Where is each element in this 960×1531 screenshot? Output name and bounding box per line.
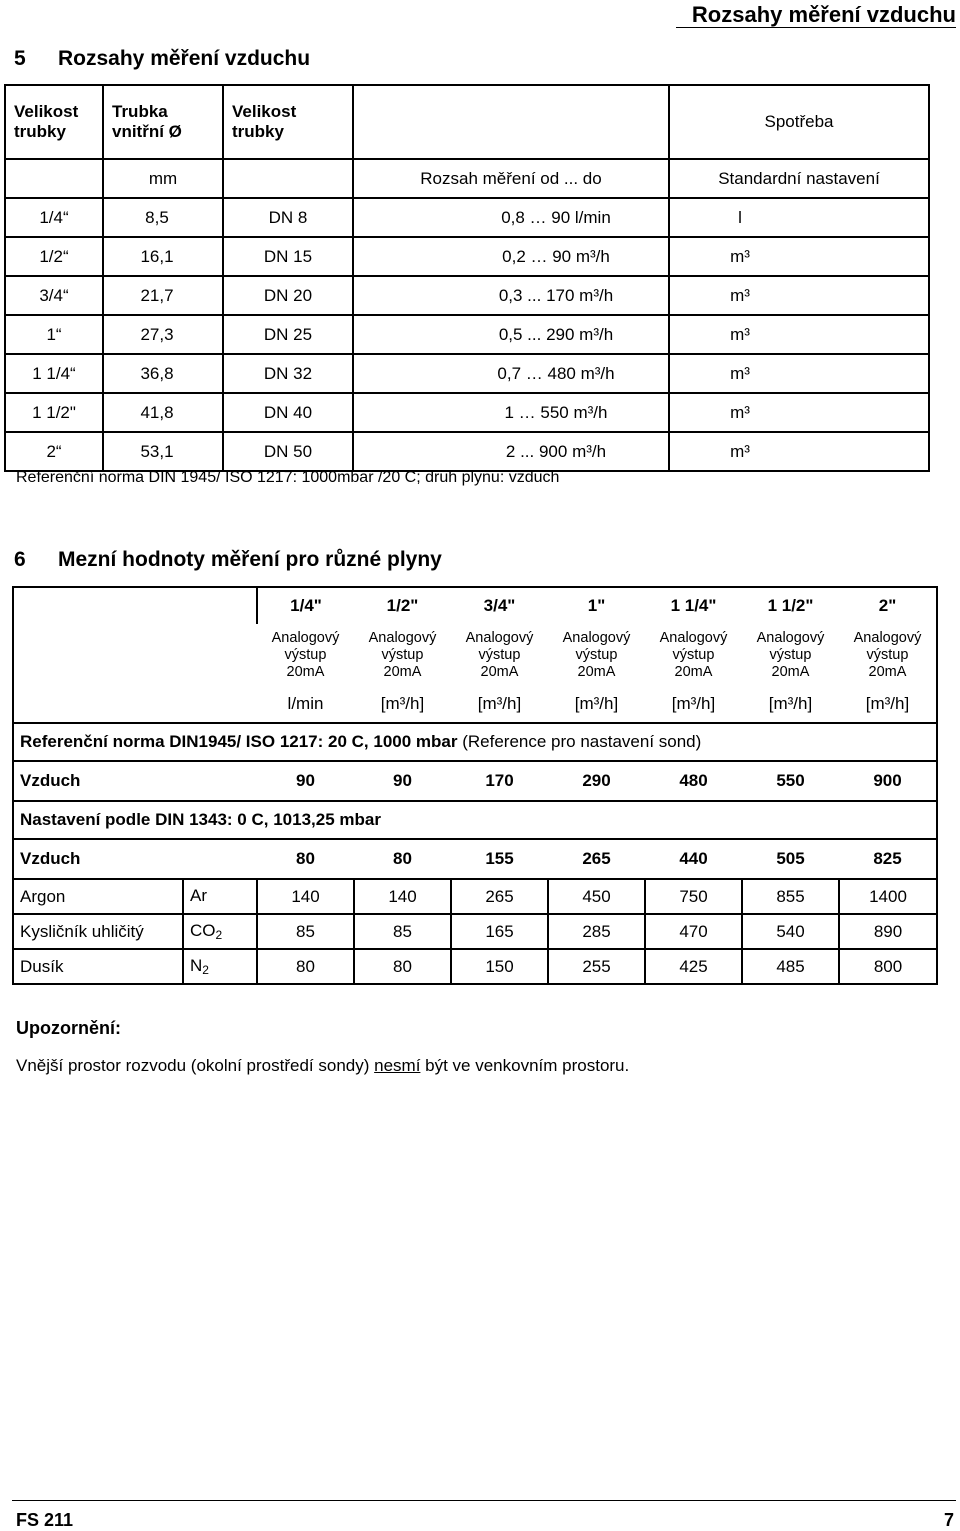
cell: 53,1 — [103, 432, 223, 471]
output-type-cell: Analogový výstup 20mA — [853, 629, 922, 680]
section-5-title-text: Rozsahy měření vzduchu — [58, 47, 311, 70]
header-rule — [676, 27, 956, 28]
value-cell: 265 — [582, 849, 611, 868]
section-5-title — [14, 47, 310, 71]
table-row — [5, 315, 929, 354]
reference-row-2 — [13, 801, 937, 839]
cell: 2“ — [46, 441, 62, 461]
table-units-row — [5, 159, 929, 198]
section-6-title-text: Mezní hodnoty měření pro různé plyny — [58, 548, 442, 571]
reference-row-1 — [13, 723, 937, 761]
value-cell: 150 — [451, 949, 548, 984]
header-cell — [353, 85, 669, 159]
cell: 0,5 ... 290 m³/h — [353, 315, 669, 354]
reference-note: Referenční norma DIN 1945/ ISO 1217: 1000mbar /20 C; druh plynu: vzduch — [16, 469, 560, 486]
value-cell: 165 — [451, 914, 548, 949]
cell: 16,1 — [103, 237, 223, 276]
air-row — [13, 761, 937, 801]
value-cell: 540 — [742, 914, 839, 949]
pipe-size-cell: 1" — [587, 596, 606, 615]
footer-document-id: FS 211 — [16, 1510, 74, 1530]
header-cell: Spotřeba — [669, 85, 929, 159]
pipe-size-cell: 1 1/4" — [670, 596, 717, 615]
value-cell: 140 — [257, 879, 354, 914]
cell: DN 8 — [223, 198, 353, 237]
pipe-size-cell: 1/2" — [386, 596, 419, 615]
value-cell: 85 — [257, 914, 354, 949]
value-cell: 90 — [393, 771, 412, 790]
gas-row — [13, 879, 937, 914]
warning-text: Vnější prostor rozvodu (okolní prostředí sondy) nesmí být ve venkovním prostoru. — [16, 1056, 630, 1075]
cell: m³ — [669, 354, 929, 393]
reference-cell: Nastavení podle DIN 1343: 0 C, 1013,25 mbar — [20, 810, 381, 829]
gas-name: Argon — [20, 886, 66, 906]
page-number: 7 — [943, 1510, 954, 1530]
cell: 1/2“ — [39, 246, 69, 266]
pipe-size-cell: 1 1/2" — [767, 596, 814, 615]
cell: 2 ... 900 m³/h — [353, 432, 669, 471]
cell: l — [669, 198, 929, 237]
cell: 1 … 550 m³/h — [353, 393, 669, 432]
value-cell: 470 — [645, 914, 742, 949]
cell: 3/4“ — [39, 285, 69, 305]
value-cell: 485 — [742, 949, 839, 984]
gas-limits-table — [12, 586, 938, 985]
unit-cell: [m³/h] — [768, 694, 813, 713]
table-header-row — [5, 85, 929, 159]
unit-row — [13, 686, 937, 723]
value-cell: 290 — [582, 771, 611, 790]
running-title: Rozsahy měření vzduchu — [691, 2, 956, 27]
gas-formula: Ar — [183, 879, 257, 914]
empty-cell — [13, 624, 257, 686]
unit-cell: [m³/h] — [477, 694, 522, 713]
footer-rule — [12, 1500, 956, 1501]
unit-cell: [m³/h] — [380, 694, 425, 713]
value-cell: 90 — [296, 771, 315, 790]
gas-name: Kysličník uhličitý — [20, 921, 144, 941]
value-cell: 450 — [548, 879, 645, 914]
value-cell: 285 — [548, 914, 645, 949]
table-row — [5, 354, 929, 393]
value-cell: 265 — [451, 879, 548, 914]
value-cell: 800 — [839, 949, 937, 984]
unit-cell — [5, 159, 103, 198]
cell: 36,8 — [103, 354, 223, 393]
header-cell: Velikost trubky — [223, 85, 353, 159]
unit-cell: [m³/h] — [574, 694, 619, 713]
air-label: Vzduch — [20, 849, 81, 868]
header-cell: Velikost trubky — [14, 102, 79, 141]
unit-cell: mm — [103, 159, 223, 198]
cell: m³ — [669, 432, 929, 471]
unit-cell: Standardní nastavení — [669, 159, 929, 198]
cell: 1/4“ — [39, 207, 69, 227]
output-type-row — [13, 624, 937, 686]
gas-name: Dusík — [20, 956, 64, 976]
cell: 1 1/4“ — [32, 363, 76, 383]
reference-cell: Referenční norma DIN1945/ ISO 1217: 20 C, 1000 mbar (Reference pro nastavení sond) — [20, 732, 702, 751]
cell: 8,5 — [103, 198, 223, 237]
unit-cell: [m³/h] — [671, 694, 716, 713]
section-6-title — [14, 548, 442, 572]
gas-formula: $CO_2$ — [183, 914, 257, 949]
cell: DN 32 — [223, 354, 353, 393]
unit-cell: l/min — [287, 694, 324, 713]
value-cell: 890 — [839, 914, 937, 949]
section-5-number: 5 — [14, 47, 26, 70]
cell: DN 50 — [223, 432, 353, 471]
value-cell: 550 — [776, 771, 805, 790]
warning-title: Upozornění: — [16, 1018, 121, 1038]
value-cell: 425 — [645, 949, 742, 984]
cell: DN 15 — [223, 237, 353, 276]
output-type-cell: Analogový výstup 20mA — [756, 629, 825, 680]
cell: DN 25 — [223, 315, 353, 354]
cell: DN 40 — [223, 393, 353, 432]
output-type-cell: Analogový výstup 20mA — [562, 629, 631, 680]
cell: m³ — [669, 393, 929, 432]
value-cell: 825 — [873, 849, 902, 868]
cell: 41,8 — [103, 393, 223, 432]
value-cell: 80 — [257, 949, 354, 984]
air-row — [13, 839, 937, 879]
cell: m³ — [669, 237, 929, 276]
table-row — [5, 237, 929, 276]
cell: 0,7 … 480 m³/h — [353, 354, 669, 393]
value-cell: 80 — [393, 849, 412, 868]
cell: DN 20 — [223, 276, 353, 315]
unit-cell: [m³/h] — [865, 694, 910, 713]
value-cell: 900 — [873, 771, 902, 790]
value-cell: 80 — [354, 949, 451, 984]
table-row — [5, 276, 929, 315]
cell: 1“ — [46, 324, 62, 344]
output-type-cell: Analogový výstup 20mA — [368, 629, 437, 680]
gas-row — [13, 914, 937, 949]
cell: 0,2 … 90 m³/h — [353, 237, 669, 276]
cell: 0,3 ... 170 m³/h — [353, 276, 669, 315]
output-type-cell: Analogový výstup 20mA — [271, 629, 340, 680]
value-cell: 80 — [296, 849, 315, 868]
unit-cell — [223, 159, 353, 198]
pipe-size-cell: 3/4" — [483, 596, 516, 615]
value-cell: 85 — [354, 914, 451, 949]
cell: m³ — [669, 315, 929, 354]
pipe-size-cell: 2" — [878, 596, 897, 615]
value-cell: 255 — [548, 949, 645, 984]
empty-cell — [13, 686, 257, 723]
value-cell: 1400 — [839, 879, 937, 914]
value-cell: 440 — [679, 849, 708, 868]
table-row — [5, 432, 929, 471]
cell: 21,7 — [103, 276, 223, 315]
gas-row — [13, 949, 937, 984]
air-ranges-table — [4, 84, 930, 472]
header-cell: Trubka vnitřní Ø — [103, 85, 223, 159]
cell: 27,3 — [103, 315, 223, 354]
cell: m³ — [669, 276, 929, 315]
pipe-size-row — [13, 587, 937, 624]
gas-formula: $N_2$ — [183, 949, 257, 984]
value-cell: 170 — [485, 771, 514, 790]
cell: 1 1/2" — [32, 402, 76, 422]
table-row — [5, 393, 929, 432]
value-cell: 480 — [679, 771, 708, 790]
value-cell: 750 — [645, 879, 742, 914]
value-cell: 505 — [776, 849, 805, 868]
value-cell: 855 — [742, 879, 839, 914]
unit-cell: Rozsah měření od ... do — [353, 159, 669, 198]
output-type-cell: Analogový výstup 20mA — [659, 629, 728, 680]
pipe-size-cell: 1/4" — [257, 587, 354, 624]
output-type-cell: Analogový výstup 20mA — [465, 629, 534, 680]
table-row — [5, 198, 929, 237]
value-cell: 155 — [485, 849, 514, 868]
section-6-number: 6 — [14, 548, 26, 571]
value-cell: 140 — [354, 879, 451, 914]
cell: 0,8 … 90 l/min — [353, 198, 669, 237]
empty-cell — [13, 587, 257, 624]
air-label: Vzduch — [20, 771, 81, 790]
